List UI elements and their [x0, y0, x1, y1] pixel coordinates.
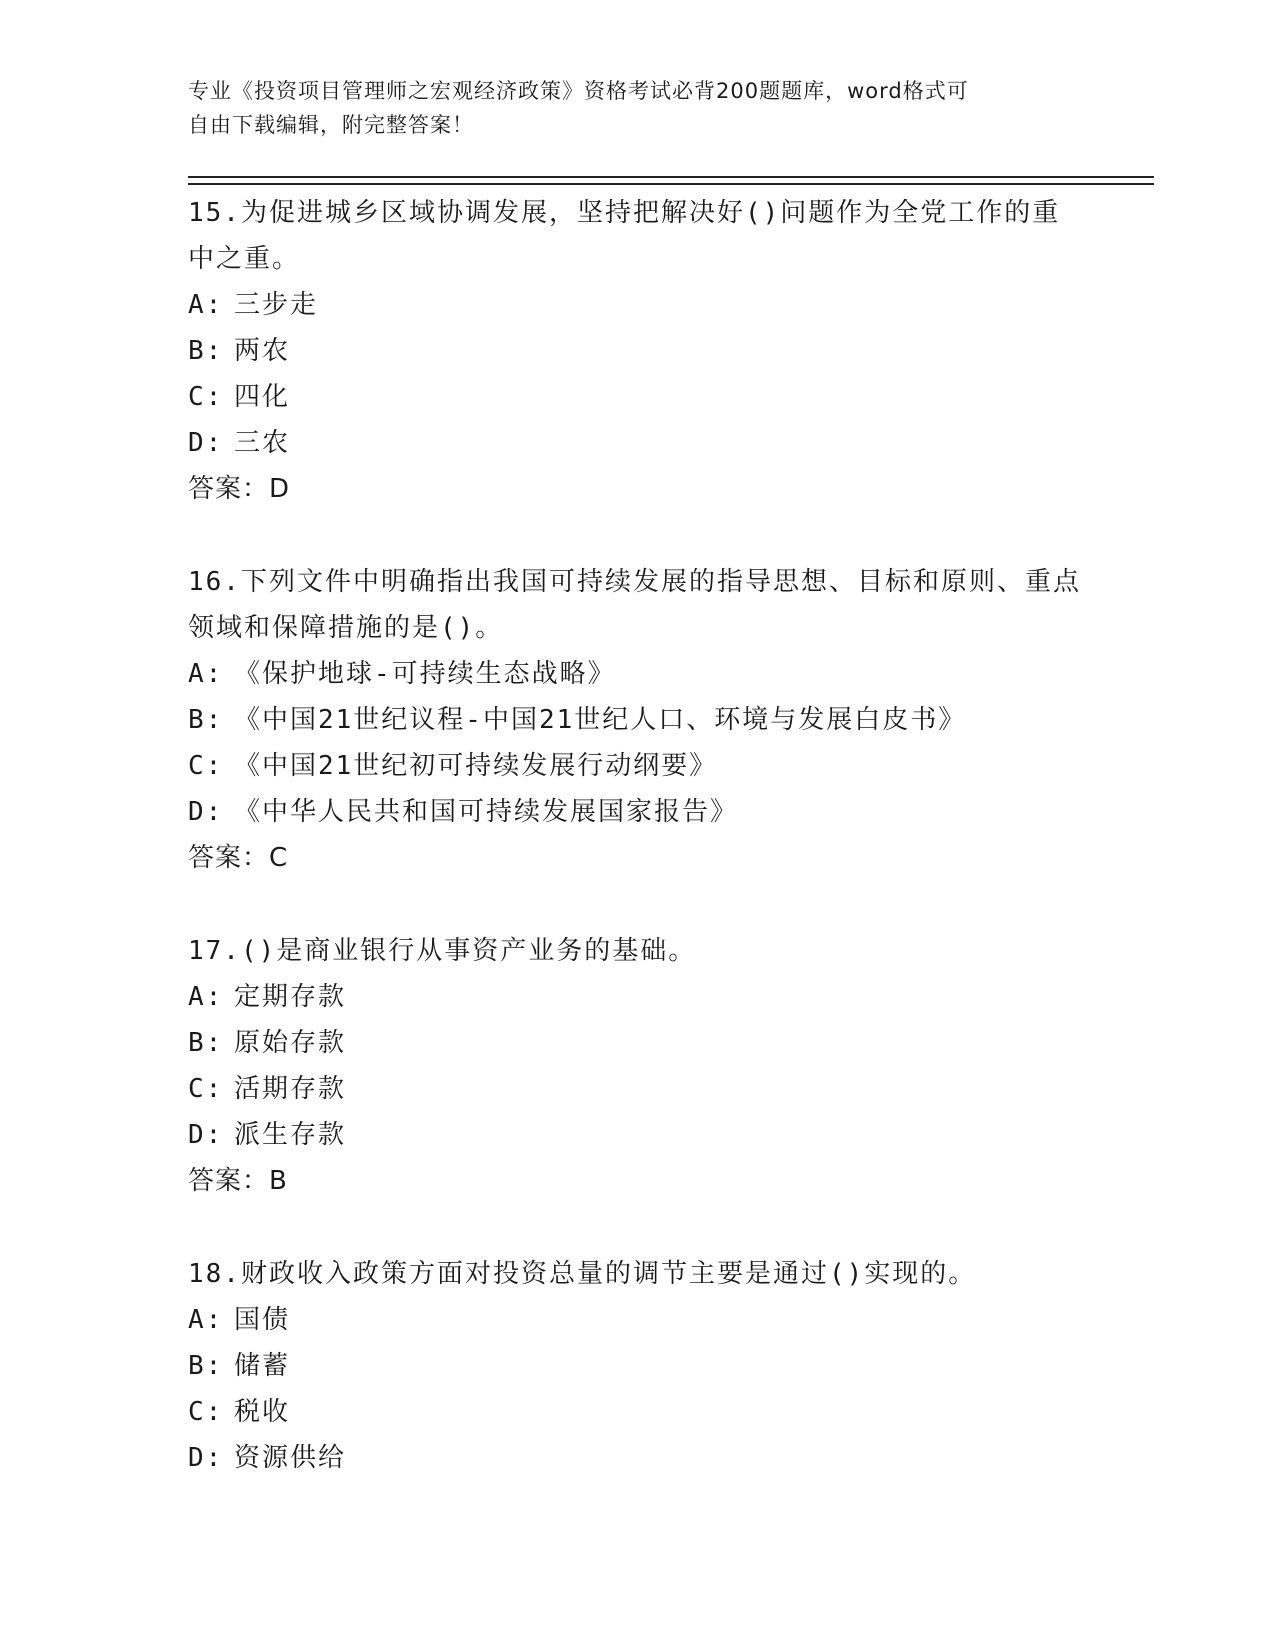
option-label: D: [188, 797, 224, 827]
option-a [188, 282, 1088, 328]
question-text: 16.下列文件中明确指出我国可持续发展的指导思想、目标和原则、重点领域和保障措施的是()。 [188, 567, 1081, 643]
option-label: D: [188, 1443, 224, 1473]
option-a [188, 1297, 1088, 1343]
option-text: 两农 [234, 336, 291, 366]
option-text: 三步走 [234, 290, 319, 320]
option-a [188, 974, 1088, 1020]
option-d [188, 420, 1088, 466]
question-text: 18.财政收入政策方面对投资总量的调节主要是通过()实现的。 [188, 1259, 977, 1289]
option-text: 定期存款 [234, 982, 347, 1012]
option-c [188, 743, 1088, 789]
option-b [188, 1020, 1088, 1066]
option-text: 税收 [234, 1397, 291, 1427]
option-text: 《保护地球-可持续生态战略》 [234, 659, 616, 689]
option-d [188, 1435, 1088, 1481]
option-c [188, 374, 1088, 420]
option-b [188, 697, 1088, 743]
option-label: C: [188, 751, 224, 781]
option-label: D: [188, 428, 224, 458]
option-b [188, 328, 1088, 374]
option-label: D: [188, 1120, 224, 1150]
option-label: B: [188, 705, 224, 735]
question-list [188, 190, 1088, 1528]
question-15 [188, 190, 1088, 512]
option-label: B: [188, 1351, 224, 1381]
header-divider-bottom [188, 183, 1154, 185]
header-line-2: 自由下载编辑，附完整答案！ [188, 113, 474, 137]
header-line-1: 专业《投资项目管理师之宏观经济政策》资格考试必背200题题库，word格式可 [188, 79, 969, 103]
option-text: 《中国21世纪议程-中国21世纪人口、环境与发展白皮书》 [234, 705, 967, 735]
option-a [188, 651, 1088, 697]
question-text: 15.为促进城乡区域协调发展，坚持把解决好()问题作为全党工作的重中之重。 [188, 198, 1061, 274]
answer-line: 答案：D [188, 474, 291, 504]
option-d [188, 789, 1088, 835]
answer-line: 答案：B [188, 1166, 288, 1196]
option-label: A: [188, 982, 224, 1012]
question-16 [188, 559, 1088, 881]
option-d [188, 1112, 1088, 1158]
option-text: 四化 [234, 382, 291, 412]
question-17 [188, 928, 1088, 1204]
option-c [188, 1389, 1088, 1435]
option-label: A: [188, 290, 224, 320]
option-text: 资源供给 [234, 1443, 347, 1473]
option-text: 国债 [234, 1305, 291, 1335]
option-text: 储蓄 [234, 1351, 291, 1381]
question-text: 17.()是商业银行从事资产业务的基础。 [188, 936, 697, 966]
option-text: 活期存款 [234, 1074, 347, 1104]
option-text: 《中国21世纪初可持续发展行动纲要》 [234, 751, 718, 781]
option-label: C: [188, 1074, 224, 1104]
option-text: 派生存款 [234, 1120, 347, 1150]
option-b [188, 1343, 1088, 1389]
option-text: 《中华人民共和国可持续发展国家报告》 [234, 797, 739, 827]
option-label: B: [188, 1028, 224, 1058]
option-label: B: [188, 336, 224, 366]
option-text: 原始存款 [234, 1028, 347, 1058]
option-text: 三农 [234, 428, 291, 458]
option-label: C: [188, 1397, 224, 1427]
option-label: A: [188, 1305, 224, 1335]
question-18 [188, 1251, 1088, 1481]
answer-line: 答案：C [188, 843, 289, 873]
header-divider-top [188, 176, 1154, 178]
option-label: C: [188, 382, 224, 412]
option-label: A: [188, 659, 224, 689]
option-c [188, 1066, 1088, 1112]
document-header [188, 74, 1088, 142]
